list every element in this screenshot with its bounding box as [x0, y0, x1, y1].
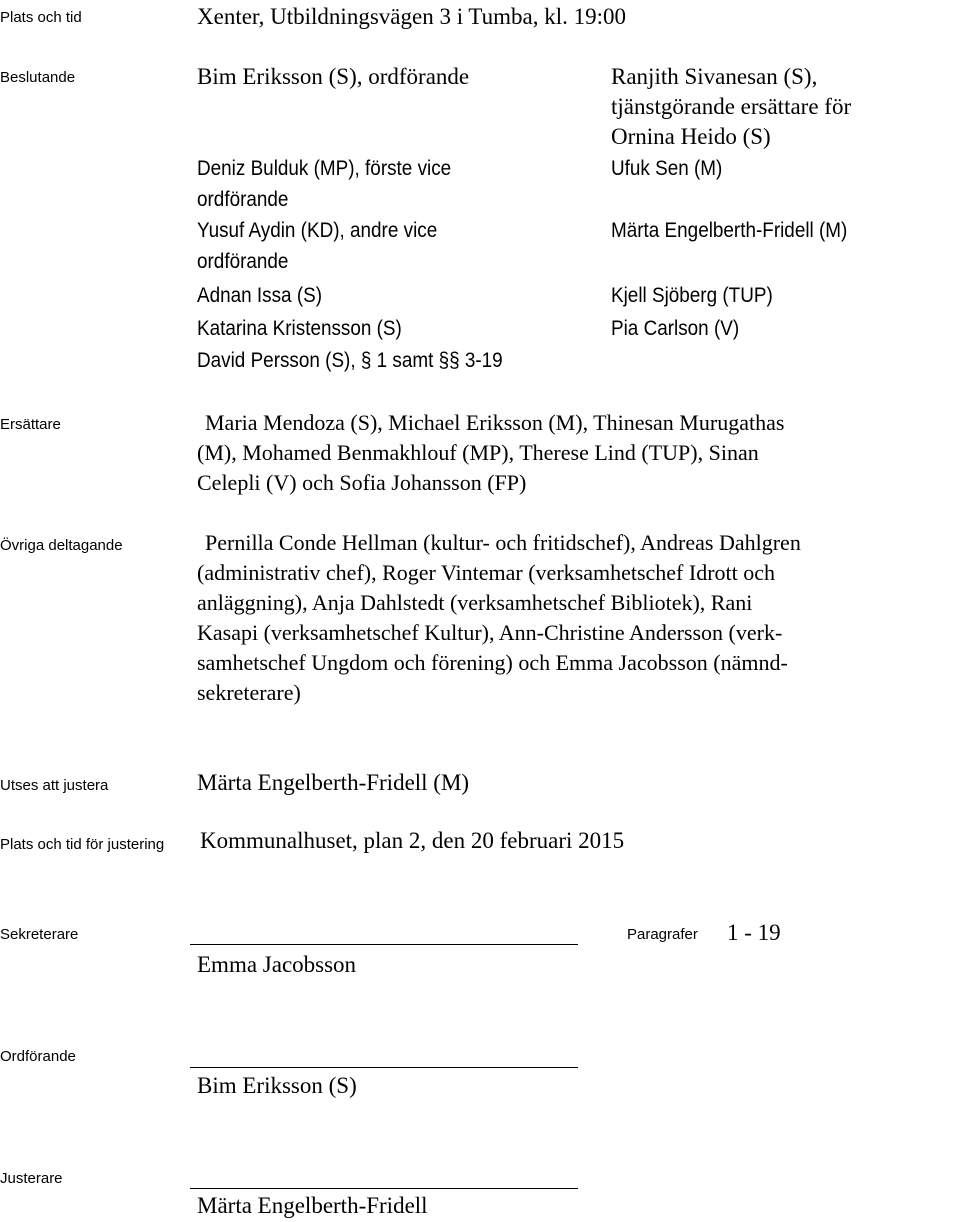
adjuster-label: Justerare — [0, 1170, 63, 1187]
substitutes-label: Ersättare — [0, 416, 61, 433]
chair-name: Bim Eriksson (S) — [197, 1073, 357, 1098]
secretary-name: Emma Jacobsson — [197, 952, 357, 977]
adjuster-signature-line — [190, 1188, 578, 1189]
decision-maker-left: Adnan Issa (S) — [197, 284, 323, 307]
place-time-value: Xenter, Utbildningsvägen 3 i Tumba, kl. 19:00 — [197, 4, 627, 29]
other-participants-line: samhetschef Ungdom och förening) och Emma Jacobsson (nämnd- — [197, 650, 788, 675]
decision-maker-right: Ufuk Sen (M) — [611, 157, 723, 180]
paragraphs-value: 1 - 19 — [727, 920, 781, 945]
secretary-signature-line — [190, 944, 578, 945]
substitutes-line: Celepli (V) och Sofia Johansson (FP) — [197, 470, 527, 495]
substitutes-line: Maria Mendoza (S), Michael Eriksson (M), Thinesan Murugathas — [205, 410, 785, 435]
adjuster-appointed-label: Utses att justera — [0, 777, 109, 794]
decision-maker-left: Yusuf Aydin (KD), andre vice — [197, 219, 438, 242]
decision-maker-left: Bim Eriksson (S), ordförande — [197, 64, 470, 89]
decision-maker-left: ordförande — [197, 188, 289, 211]
other-participants-line: Pernilla Conde Hellman (kultur- och fritidschef), Andreas Dahlgren — [205, 530, 801, 555]
other-participants-line: (administrativ chef), Roger Vintemar (verksamhetschef Idrott och — [197, 560, 776, 585]
decision-maker-left: ordförande — [197, 250, 289, 273]
decision-maker-right: Kjell Sjöberg (TUP) — [611, 284, 773, 307]
adjuster-appointed-value: Märta Engelberth-Fridell (M) — [197, 770, 470, 795]
decision-maker-right: Ornina Heido (S) — [611, 124, 771, 149]
adjuster-name: Märta Engelberth-Fridell — [197, 1193, 428, 1218]
decision-maker-right: tjänstgörande ersättare för — [611, 94, 852, 119]
other-participants-line: anläggning), Anja Dahlstedt (verksamhetschef Bibliotek), Rani — [197, 590, 753, 615]
other-participants-label: Övriga deltagande — [0, 537, 123, 554]
decision-maker-left: Deniz Bulduk (MP), förste vice — [197, 157, 452, 180]
chair-signature-line — [190, 1067, 578, 1068]
chair-label: Ordförande — [0, 1048, 76, 1065]
decision-maker-left: David Persson (S), § 1 samt §§ 3-19 — [197, 349, 503, 372]
decision-makers-label: Beslutande — [0, 69, 76, 86]
secretary-label: Sekreterare — [0, 926, 79, 943]
decision-maker-right: Ranjith Sivanesan (S), — [611, 64, 818, 89]
other-participants-line: Kasapi (verksamhetschef Kultur), Ann-Christine Andersson (verk- — [197, 620, 783, 645]
adjust-place-time-label: Plats och tid för justering — [0, 836, 165, 853]
substitutes-line: (M), Mohamed Benmakhlouf (MP), Therese Lind (TUP), Sinan — [197, 440, 759, 465]
place-time-label: Plats och tid — [0, 9, 82, 26]
other-participants-line: sekreterare) — [197, 680, 301, 705]
paragraphs-label: Paragrafer — [627, 926, 698, 943]
decision-maker-left: Katarina Kristensson (S) — [197, 317, 402, 340]
adjust-place-time-value: Kommunalhuset, plan 2, den 20 februari 2015 — [200, 828, 625, 853]
decision-maker-right: Pia Carlson (V) — [611, 317, 740, 340]
decision-maker-right: Märta Engelberth-Fridell (M) — [611, 219, 848, 242]
